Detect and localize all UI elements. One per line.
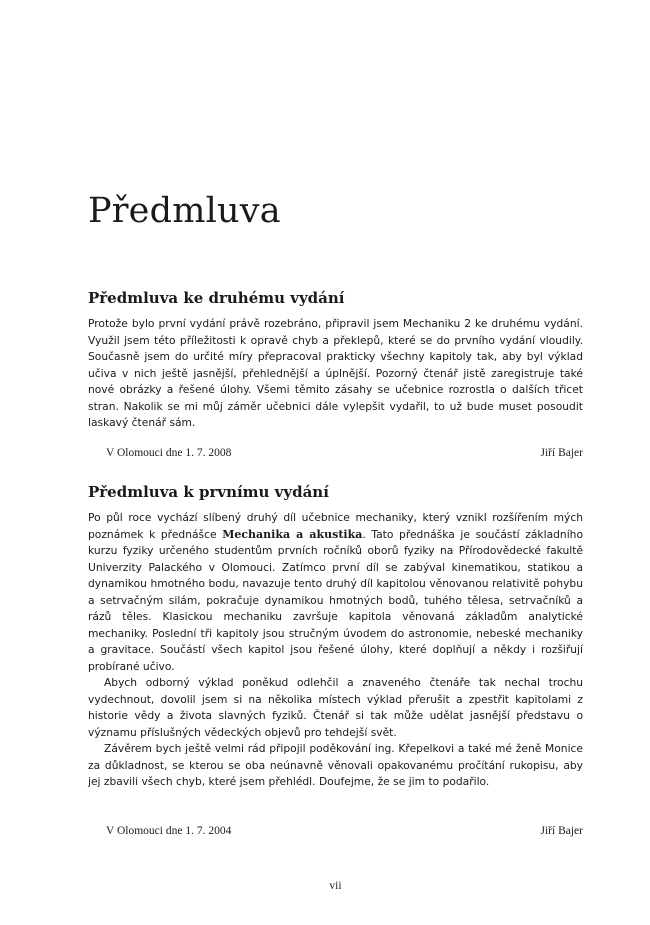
- paragraph-text: . Tato přednáška je součástí základního kurzu fyziky určeného studentům prvních ročníků oborů fyziky na Přírodovědecké fakultě Univerzity Palackého v Olomouci. Zatímco první díl se zabýval kinematikou, statikou a dynamikou hmotného bodu, navazuje tento druhý díl kapitolou věnovanou relativitě pohybu a setrvačným silám, pokračuje dynamikou hmotných bodů, tuhého tělesa, setrvačníků a rázů těles. Klasickou mechaniku završuje kapitola věnovaná základům analytické mechaniky. Poslední tři kapitoly jsou stručným úvodem do astronomie, nebeské mechaniky a gravitace. Součástí všech kapitol jsou řešené úlohy, které doplňují a někdy i rozšiřují probírané učivo.: [88, 527, 583, 673]
- paragraph-second-edition: Protože bylo první vydání právě rozebráno, připravil jsem Mechaniku 2 ke druhému vydání. Využil jsem této příležitosti k opravě chyb a překlepů, které se do prvního vydání vloudily. Současně jsem do určité míry přepracoval prakticky všechny kapitoly tak, aby byl výklad učiva v nich ještě jasnější, přehlednější a úplnější. Pozorný čtenář jistě zaregistruje také nové obrázky a řešené úlohy. Všemi těmito zásahy se učebnice rozrostla o dalších třicet stran. Nakolik se mi můj záměr učebnici dále vylepšit vydařil, to už bude muset posoudit laskavý čtenář sám.: [88, 317, 583, 429]
- page-number: vii: [329, 880, 342, 892]
- chapter-title: Předmluva: [88, 191, 281, 231]
- date-second-edition: V Olomouci dne 1. 7. 2008: [106, 447, 232, 459]
- section-title-first-edition: Předmluva k prvnímu vydání: [88, 483, 329, 501]
- date-first-edition: V Olomouci dne 1. 7. 2004: [106, 825, 232, 837]
- paragraph-first-edition-3: Závěrem bych ještě velmi rád připojil poděkování ing. Křepelkovi a také mé ženě Monice za důkladnost, se kterou se oba neúnavně věnovali opakovanému pročítání rukopisu, aby jej zbavili všech chyb, které jsem přehlédl. Doufejme, že se jim to podařilo.: [88, 742, 583, 788]
- author-second-edition: Jiří Bajer: [540, 447, 583, 459]
- author-first-edition: Jiří Bajer: [540, 825, 583, 837]
- paragraph-first-edition-2: Abych odborný výklad poněkud odlehčil a znaveného čtenáře tak nechal trochu vydechnout, dovolil jsem si na několika místech výklad přerušit a zpestřit kapitolami z historie vědy a života slavných fyziků. Čtenář si tak může udělat jasnější představu o významu příslušných vědeckých objevů pro tehdejší svět.: [88, 676, 583, 739]
- paragraph-text: Po půl roce vychází slíbený druhý díl učebnice mechaniky, který vznikl rozšířením mých poznámek k přednášce: [88, 511, 583, 541]
- course-name: Mechanika a akustika: [222, 527, 363, 541]
- section-title-second-edition: Předmluva ke druhému vydání: [88, 289, 345, 307]
- paragraph-first-edition-1: [88, 510, 583, 675]
